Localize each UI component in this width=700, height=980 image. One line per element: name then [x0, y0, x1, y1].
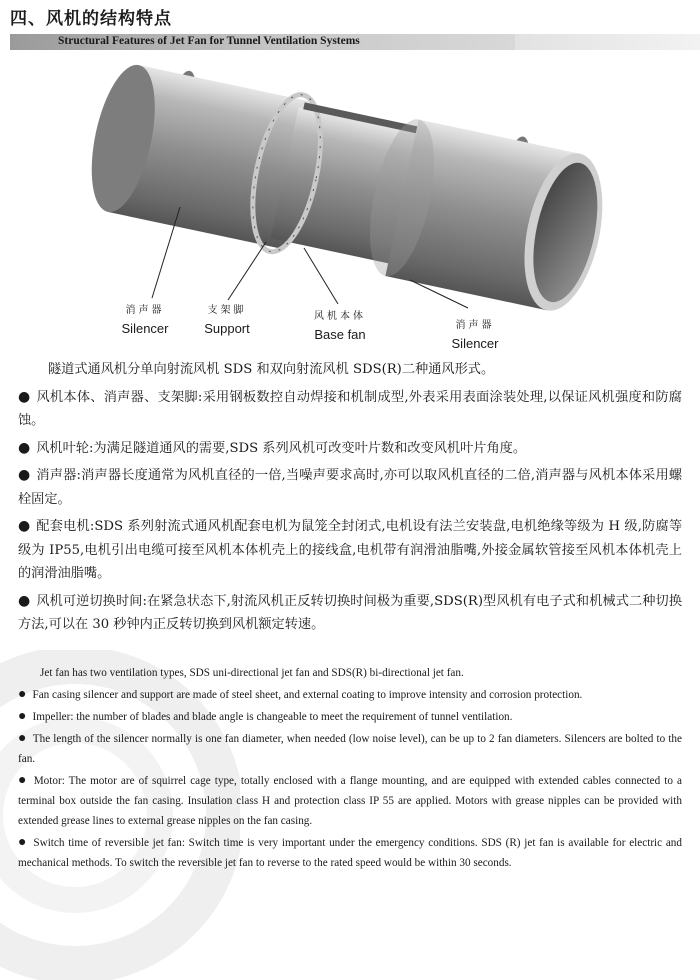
en-intro: Jet fan has two ventilation types, SDS uni-directional jet fan and SDS(R) bi-directional jet fan. [40, 667, 464, 679]
en-impeller-text: Impeller: the number of blades and blade angle is changeable to meet the requirement of tunnel ventilation. [32, 711, 513, 723]
zh-casing-text: 风机本体、消声器、支架脚:采用钢板数控自动焊接和机制成型,外表采用表面涂装处理,以保证风机强度和防腐蚀。 [18, 389, 682, 428]
bullet-icon: ● [18, 687, 27, 702]
en-item-motor [18, 771, 682, 831]
bullet-icon: ● [18, 731, 27, 746]
zh-silencer-text: 消声器:消声器长度通常为风机直径的一倍,当噪声要求高时,亦可以取风机直径的二倍,消声器与风机本体采用螺栓固定。 [18, 468, 683, 507]
label-support-zh: 支架脚 [207, 305, 247, 316]
section-title: 四、风机的结构特点 [10, 9, 172, 29]
label-silencer-left-zh: 消声器 [125, 305, 165, 316]
en-item-silencer [18, 729, 682, 769]
label-base-fan [300, 307, 380, 342]
en-motor-text: Motor: The motor are of squirrel cage type, totally enclosed with a flange mounting, and are equipped with extended cables connected to a terminal box outside the fan casing. Insulation class H and protection class IP 55 are applied. Motors with grease nipples can be provided with extended grease lines to external grease nipples on the fan casing. [18, 775, 682, 827]
en-casing-text: Fan casing silencer and support are made of steel sheet, and external coating to improve intensity and corrosion protection. [32, 689, 583, 701]
english-description [18, 663, 682, 875]
header-bar-fade [515, 34, 700, 50]
zh-motor-text: 配套电机:SDS 系列射流式通风机配套电机为鼠笼全封闭式,电机设有法兰安装盘,电机绝缘等级为 H 级,防腐等级为 IP55,电机引出电缆可接至风机本体机壳上的接线盒,电机带有润滑油脂嘴,外接金属软管接至风机本体机壳上的润滑油脂嘴。 [18, 519, 683, 581]
bullet-icon: ● [18, 709, 27, 724]
chinese-description [18, 358, 682, 641]
zh-item-impeller [18, 437, 682, 461]
bullet-icon: ● [18, 518, 31, 534]
label-silencer-left-en: Silencer [121, 321, 169, 336]
en-switch-text: Switch time of reversible jet fan: Switch time is very important under the emergency conditions. SDS (R) jet fan is available for electric and mechanical methods. To switch the reversible jet fan to reverse to the rated speed would be within 30 seconds. [18, 837, 682, 869]
en-item-impeller [18, 707, 682, 727]
en-item-casing [18, 685, 682, 705]
zh-item-silencer [18, 464, 682, 511]
bullet-icon: ● [18, 773, 28, 788]
zh-intro: 隧道式通风机分单向射流风机 SDS 和双向射流风机 SDS(R)二种通风形式。 [48, 362, 495, 377]
label-silencer-right-zh: 消声器 [455, 320, 495, 331]
en-item-switch [18, 833, 682, 873]
label-base-fan-zh: 风机本体 [314, 311, 366, 322]
bullet-icon: ● [18, 439, 31, 456]
bullet-icon: ● [18, 467, 31, 483]
label-support-en: Support [204, 321, 250, 336]
bullet-icon: ● [18, 592, 31, 609]
zh-switch-text: 风机可逆切换时间:在紧急状态下,射流风机正反转切换时间极为重要,SDS(R)型风机有电子式和机械式二种切换方法,可以在 30 秒钟内正反转切换到风机额定转速。 [18, 593, 683, 632]
label-silencer-left [110, 301, 180, 336]
zh-item-switch [18, 590, 682, 637]
label-silencer-right-en: Silencer [451, 336, 499, 351]
label-support [192, 301, 262, 336]
label-silencer-right [440, 316, 510, 351]
zh-impeller-text: 风机叶轮:为满足隧道通风的需要,SDS 系列风机可改变叶片数和改变风机叶片角度。 [36, 440, 527, 456]
section-subtitle: Structural Features of Jet Fan for Tunnel Ventilation Systems [58, 35, 360, 47]
bullet-icon: ● [18, 388, 31, 405]
en-silencer-text: The length of the silencer normally is one fan diameter, when needed (low noise level), can be up to 2 fan diameters. Silencers are bolted to the fan. [18, 733, 682, 765]
zh-item-motor [18, 515, 682, 586]
zh-item-casing [18, 386, 682, 433]
bullet-icon: ● [18, 835, 28, 850]
label-base-fan-en: Base fan [314, 327, 366, 342]
